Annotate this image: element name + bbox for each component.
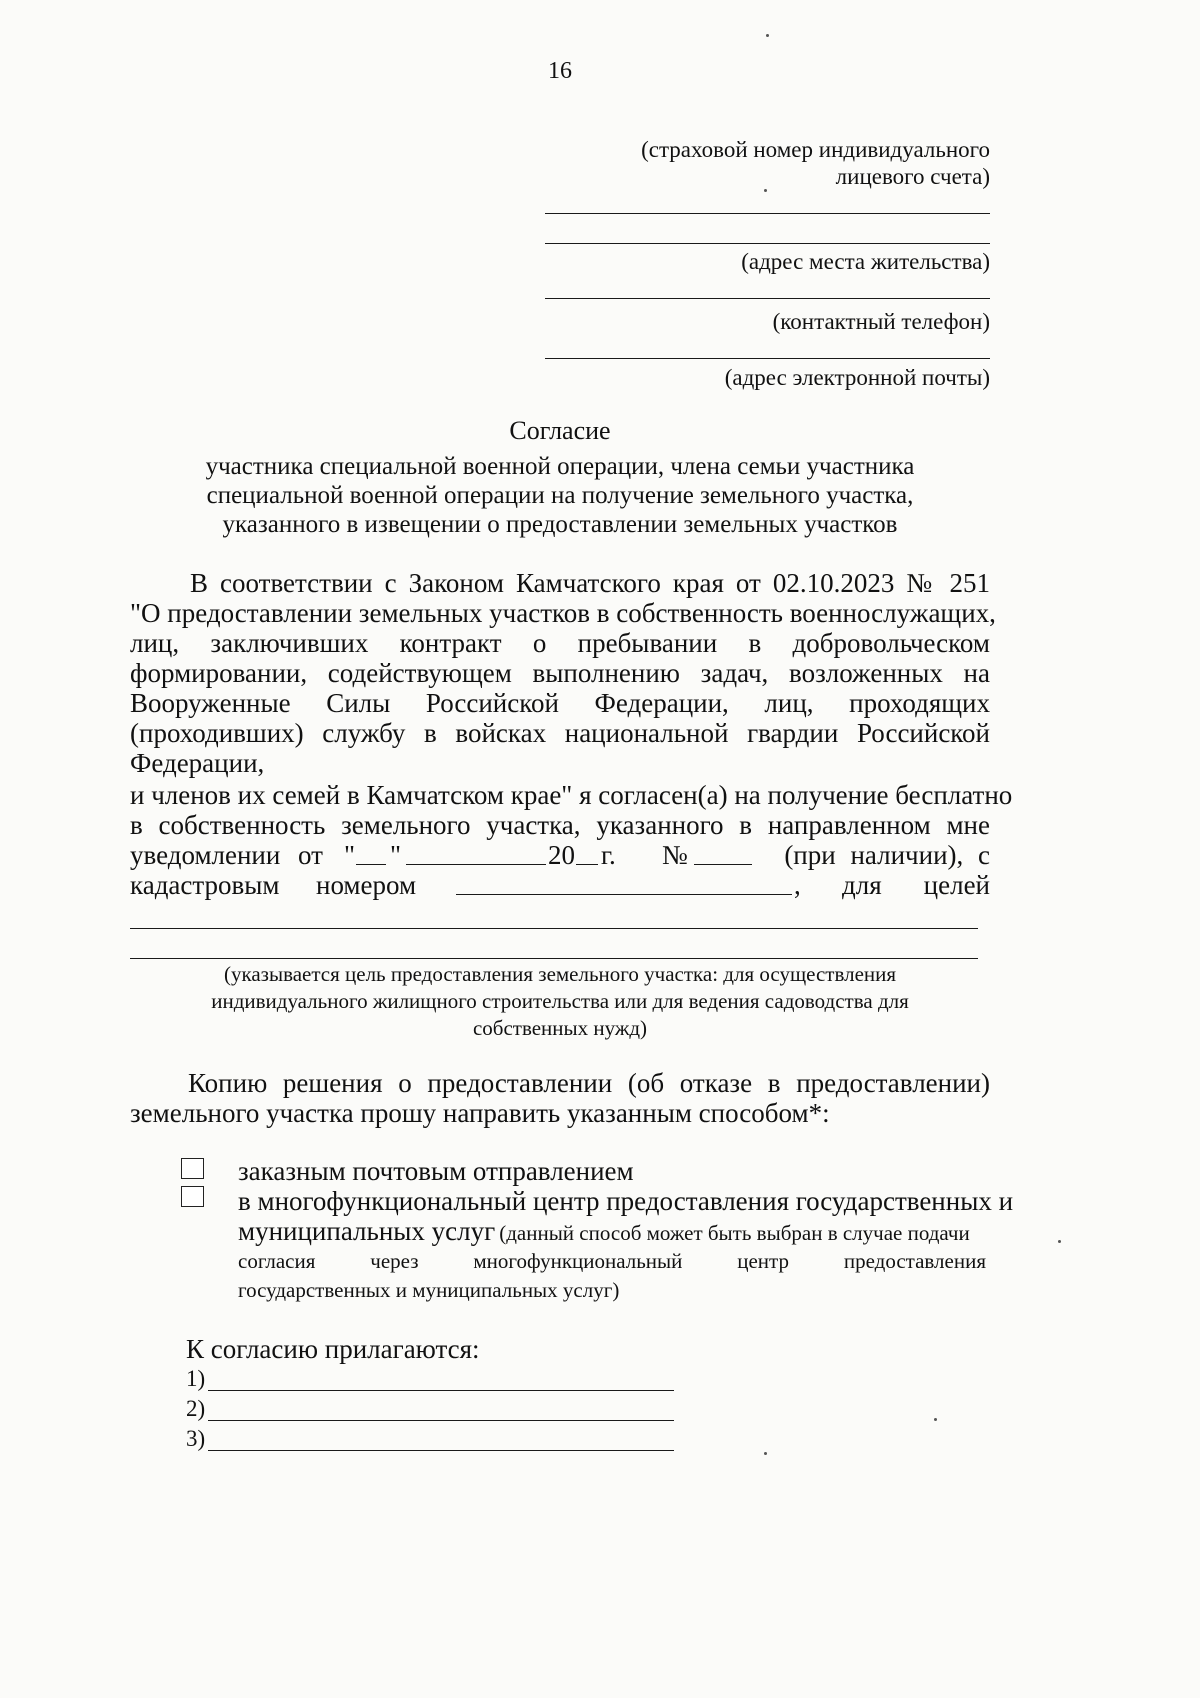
snils-label bbox=[540, 136, 990, 190]
scan-speck bbox=[1058, 1240, 1061, 1243]
snils-label-line2: лицевого счета) bbox=[835, 164, 990, 189]
mfc-option-line2 bbox=[238, 1216, 990, 1251]
quote-close: " bbox=[390, 840, 402, 870]
phone-field-line[interactable] bbox=[545, 298, 990, 299]
cadastral-comma: , bbox=[794, 870, 801, 900]
notice-from: от bbox=[298, 840, 323, 870]
quote-open: " bbox=[344, 840, 356, 870]
mfc-option-line4: государственных и муниципальных услуг) bbox=[238, 1278, 620, 1302]
copy-request-line1: Копию решения о предоставлении (об отказе в предоставлении) bbox=[188, 1068, 990, 1098]
scan-speck bbox=[934, 1418, 937, 1421]
cadastral-number-field-line[interactable] bbox=[456, 894, 792, 895]
number-sign: № bbox=[662, 840, 688, 870]
body-line-3: лиц, заключивших контракт о пребывании в добровольческом bbox=[130, 628, 990, 658]
body-line-6: (проходивших) службу в войсках национальной гвардии Российской bbox=[130, 718, 990, 748]
day-field-line[interactable] bbox=[356, 864, 386, 865]
for-word: для bbox=[842, 870, 882, 900]
mfc-option-line2-main: муниципальных услуг bbox=[238, 1216, 496, 1246]
subtitle-line2: специальной военной операции на получение земельного участка, bbox=[206, 482, 914, 509]
mfc-option-line2-note: (данный способ может быть выбран в случае подачи bbox=[499, 1221, 970, 1245]
year-suffix: г. bbox=[601, 840, 616, 870]
mail-option-label: заказным почтовым отправлением bbox=[238, 1156, 634, 1186]
notice-number-field-line[interactable] bbox=[694, 864, 752, 865]
attachment-item-3-line[interactable] bbox=[208, 1450, 674, 1451]
month-field-line[interactable] bbox=[406, 864, 546, 865]
purpose-note-line2: индивидуального жилищного строительства или для ведения садоводства для bbox=[211, 989, 909, 1013]
body-line-9: в собственность земельного участка, указанного в направленном мне bbox=[130, 810, 990, 840]
year-field-line[interactable] bbox=[576, 864, 598, 865]
email-field-line[interactable] bbox=[545, 358, 990, 359]
document-subtitle bbox=[130, 452, 990, 539]
document-title: Согласие bbox=[509, 416, 611, 445]
scan-speck bbox=[766, 34, 769, 37]
phone-label: (контактный телефон) bbox=[772, 309, 990, 334]
number-word: номером bbox=[316, 870, 417, 900]
attachment-item-1-line[interactable] bbox=[208, 1390, 674, 1391]
year-prefix: 20 bbox=[548, 840, 575, 870]
subtitle-line1: участника специальной военной операции, члена семьи участника bbox=[205, 453, 915, 480]
snils-label-line1: (страховой номер индивидуального bbox=[641, 137, 990, 162]
attachment-item-2-number: 2) bbox=[186, 1396, 206, 1421]
mfc-option-line3: согласия через многофункциональный центр предоставления bbox=[238, 1249, 986, 1273]
mfc-option-line1: в многофункциональный центр предоставления государственных и bbox=[238, 1186, 1014, 1216]
body-line-1: В соответствии с Законом Камчатского края от 02.10.2023 № 251 bbox=[190, 568, 990, 598]
page-number: 16 bbox=[548, 58, 572, 84]
attachment-item-3-number: 3) bbox=[186, 1426, 206, 1451]
subtitle-line3: указанного в извещении о предоставлении земельных участков bbox=[222, 511, 898, 538]
snils-field-line[interactable] bbox=[545, 213, 990, 214]
attachment-item-1-number: 1) bbox=[186, 1366, 206, 1391]
scan-speck bbox=[764, 1452, 767, 1455]
mfc-option-checkbox[interactable] bbox=[181, 1186, 204, 1207]
address-label: (адрес места жительства) bbox=[741, 249, 990, 274]
notice-word: уведомлении bbox=[130, 840, 281, 870]
purpose-field-line-2[interactable] bbox=[130, 958, 978, 959]
purpose-note-line3: собственных нужд) bbox=[472, 1016, 648, 1040]
attachment-item-2-line[interactable] bbox=[208, 1420, 674, 1421]
body-line-4: формировании, содействующем выполнению задач, возложенных на bbox=[130, 658, 990, 688]
body-line-8: и членов их семей в Камчатском крае" я согласен(а) на получение бесплатно bbox=[130, 780, 1013, 810]
purposes-word: целей bbox=[923, 870, 990, 900]
mail-option-checkbox[interactable] bbox=[181, 1158, 204, 1179]
purpose-field-line-1[interactable] bbox=[130, 928, 978, 929]
email-label: (адрес электронной почты) bbox=[724, 365, 990, 390]
purpose-note bbox=[130, 961, 990, 1042]
address-field-line[interactable] bbox=[545, 243, 990, 244]
cadastral-word: кадастровым bbox=[130, 870, 280, 900]
body-line-5: Вооруженные Силы Российской Федерации, лиц, проходящих bbox=[130, 688, 990, 718]
body-line-7: Федерации, bbox=[130, 748, 265, 778]
attachments-heading: К согласию прилагаются: bbox=[186, 1334, 480, 1364]
notice-if-any: (при наличии), с bbox=[784, 840, 990, 870]
body-line-2: "О предоставлении земельных участков в собственность военнослужащих, bbox=[130, 598, 996, 628]
copy-request-line2: земельного участка прошу направить указанным способом*: bbox=[130, 1098, 830, 1128]
purpose-note-line1: (указывается цель предоставления земельного участка: для осуществления bbox=[223, 962, 897, 986]
scan-speck bbox=[764, 189, 767, 192]
